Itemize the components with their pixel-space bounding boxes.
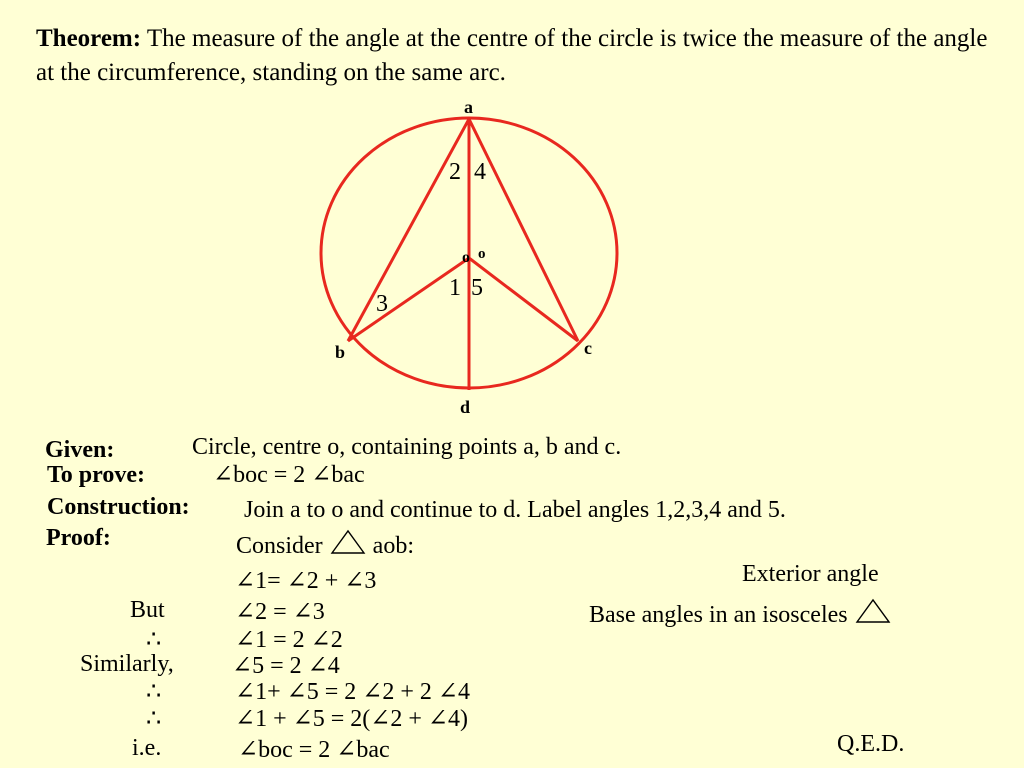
proof-statement-1: ∠1= ∠2 + ∠3 [235,568,377,594]
proof-prefix-7: i.e. [132,735,162,761]
chord-ab [348,119,469,341]
angle-label-5: 5 [471,275,483,301]
proof-label: Proof: [46,525,111,551]
consider-prefix: Consider [236,533,323,559]
proof-reason-2 [589,597,892,629]
theorem-text: The measure of the angle at the centre of the circle is twice the measure of the angle at the circumference, standing on the same arc. [36,25,988,86]
proof-statement-6: ∠1 + ∠5 = 2(∠2 + ∠4) [235,706,469,732]
given-text: Circle, centre o, containing points a, b and c. [192,434,622,460]
triangle-icon [854,597,892,625]
proof-statement-4: ∠5 = 2 ∠4 [232,653,340,679]
proof-statement-7: ∠boc = 2 ∠bac [238,737,390,763]
proof-prefix-3: ∴ [146,627,162,653]
angle-label-2: 2 [449,159,461,185]
given-label: Given: [45,437,115,463]
proof-statement-3: ∠1 = 2 ∠2 [235,627,343,653]
chord-ac [469,119,578,341]
proof-statement-2: ∠2 = ∠3 [235,599,325,625]
proof-consider [236,528,414,560]
angle-label-1: 1 [449,275,461,301]
proof-reason-2-text: Base angles in an isosceles [589,602,848,628]
proof-prefix-6: ∴ [146,706,162,732]
proof-prefix-5: ∴ [146,679,162,705]
consider-suffix: aob: [366,533,414,559]
point-label-c: c [584,338,592,358]
radius-oc [469,258,578,341]
qed-label: Q.E.D. [837,731,905,757]
centre-dot-label: o [462,249,470,266]
proof-prefix-2: But [130,597,165,623]
theorem-label: Theorem: [36,25,142,52]
construction-label: Construction: [47,494,190,520]
centre-label-o: o [478,246,486,262]
point-label-d: d [460,397,471,417]
to-prove-text: ∠boc = 2 ∠bac [213,462,365,488]
construction-text: Join a to o and continue to d. Label angles 1,2,3,4 and 5. [244,497,786,523]
triangle-icon [329,528,367,556]
proof-statement-5: ∠1+ ∠5 = 2 ∠2 + 2 ∠4 [235,679,471,705]
to-prove-label: To prove: [47,462,146,488]
point-label-a: a [464,97,473,117]
angle-label-4: 4 [474,159,486,185]
proof-reason-1: Exterior angle [742,561,879,587]
point-label-b: b [335,342,346,362]
proof-prefix-4: Similarly, [80,651,174,677]
angle-label-3: 3 [376,291,388,317]
